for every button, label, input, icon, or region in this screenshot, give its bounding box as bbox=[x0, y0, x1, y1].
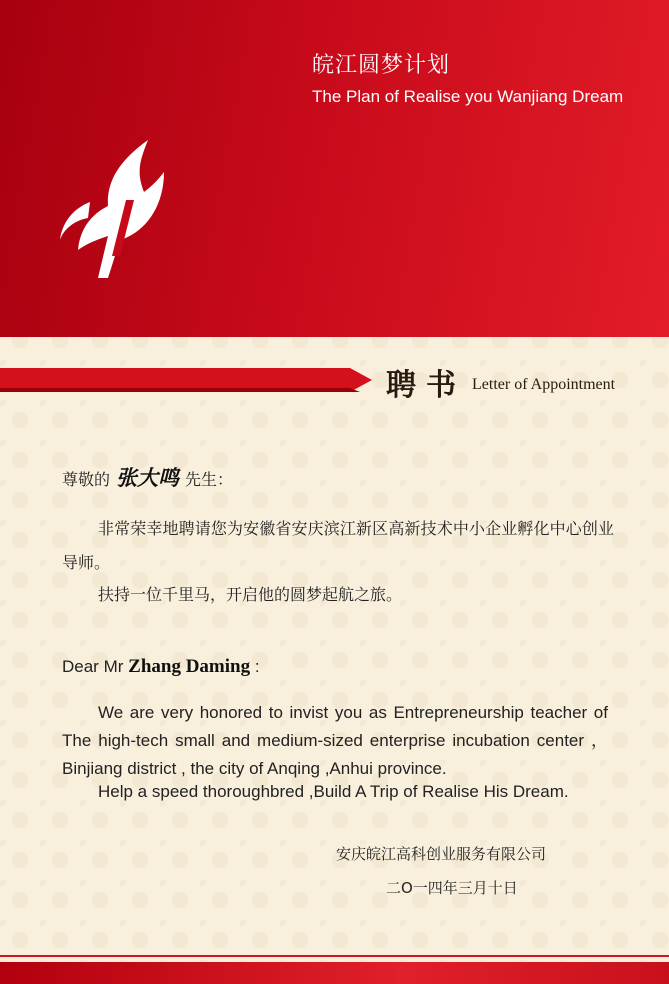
cn-salutation-suffix: 先生： bbox=[185, 470, 234, 489]
signature-company: 安庆皖江高科创业服务有限公司 bbox=[336, 845, 547, 863]
heading-en: Letter of Appointment bbox=[472, 376, 616, 393]
cn-paragraph-1: 非常荣幸地聘请您为安徽省安庆滨江新区高新技术中小企业孵化中心创业导师。 bbox=[62, 519, 614, 572]
heading-ribbon bbox=[0, 366, 372, 394]
flame-tp-logo-icon bbox=[56, 136, 168, 278]
footer-band bbox=[0, 962, 669, 984]
signature-date: 二O一四年三月十日 bbox=[386, 879, 518, 897]
heading-cn: 聘书 bbox=[386, 368, 466, 403]
en-paragraph-2: Help a speed thoroughbred ,Build A Trip of Realise His Dream. bbox=[98, 782, 569, 801]
cn-salutation-prefix: 尊敬的 bbox=[62, 470, 111, 489]
en-salutation-suffix: : bbox=[254, 657, 260, 676]
en-salutation bbox=[62, 656, 260, 678]
footer-divider bbox=[0, 955, 669, 957]
en-paragraph-1: We are very honored to invist you as Entrepreneurship teacher of The high-tech small and medium-sized enterprise incubation center ，Binjiang district , the city of Anqing ,Anhui province. bbox=[62, 703, 608, 778]
header-banner bbox=[0, 0, 669, 337]
header-title-cn: 皖江圆梦计划 bbox=[312, 53, 451, 78]
en-recipient-name: Zhang Daming bbox=[128, 656, 251, 677]
header-title-en: The Plan of Realise you Wanjiang Dream bbox=[312, 87, 624, 106]
cn-recipient-name: 张大鸣 bbox=[116, 465, 180, 490]
cn-paragraph-2: 扶持一位千里马，开启他的圆梦起航之旅。 bbox=[98, 585, 403, 604]
en-salutation-prefix: Dear Mr bbox=[62, 657, 124, 676]
cn-salutation bbox=[62, 462, 233, 492]
